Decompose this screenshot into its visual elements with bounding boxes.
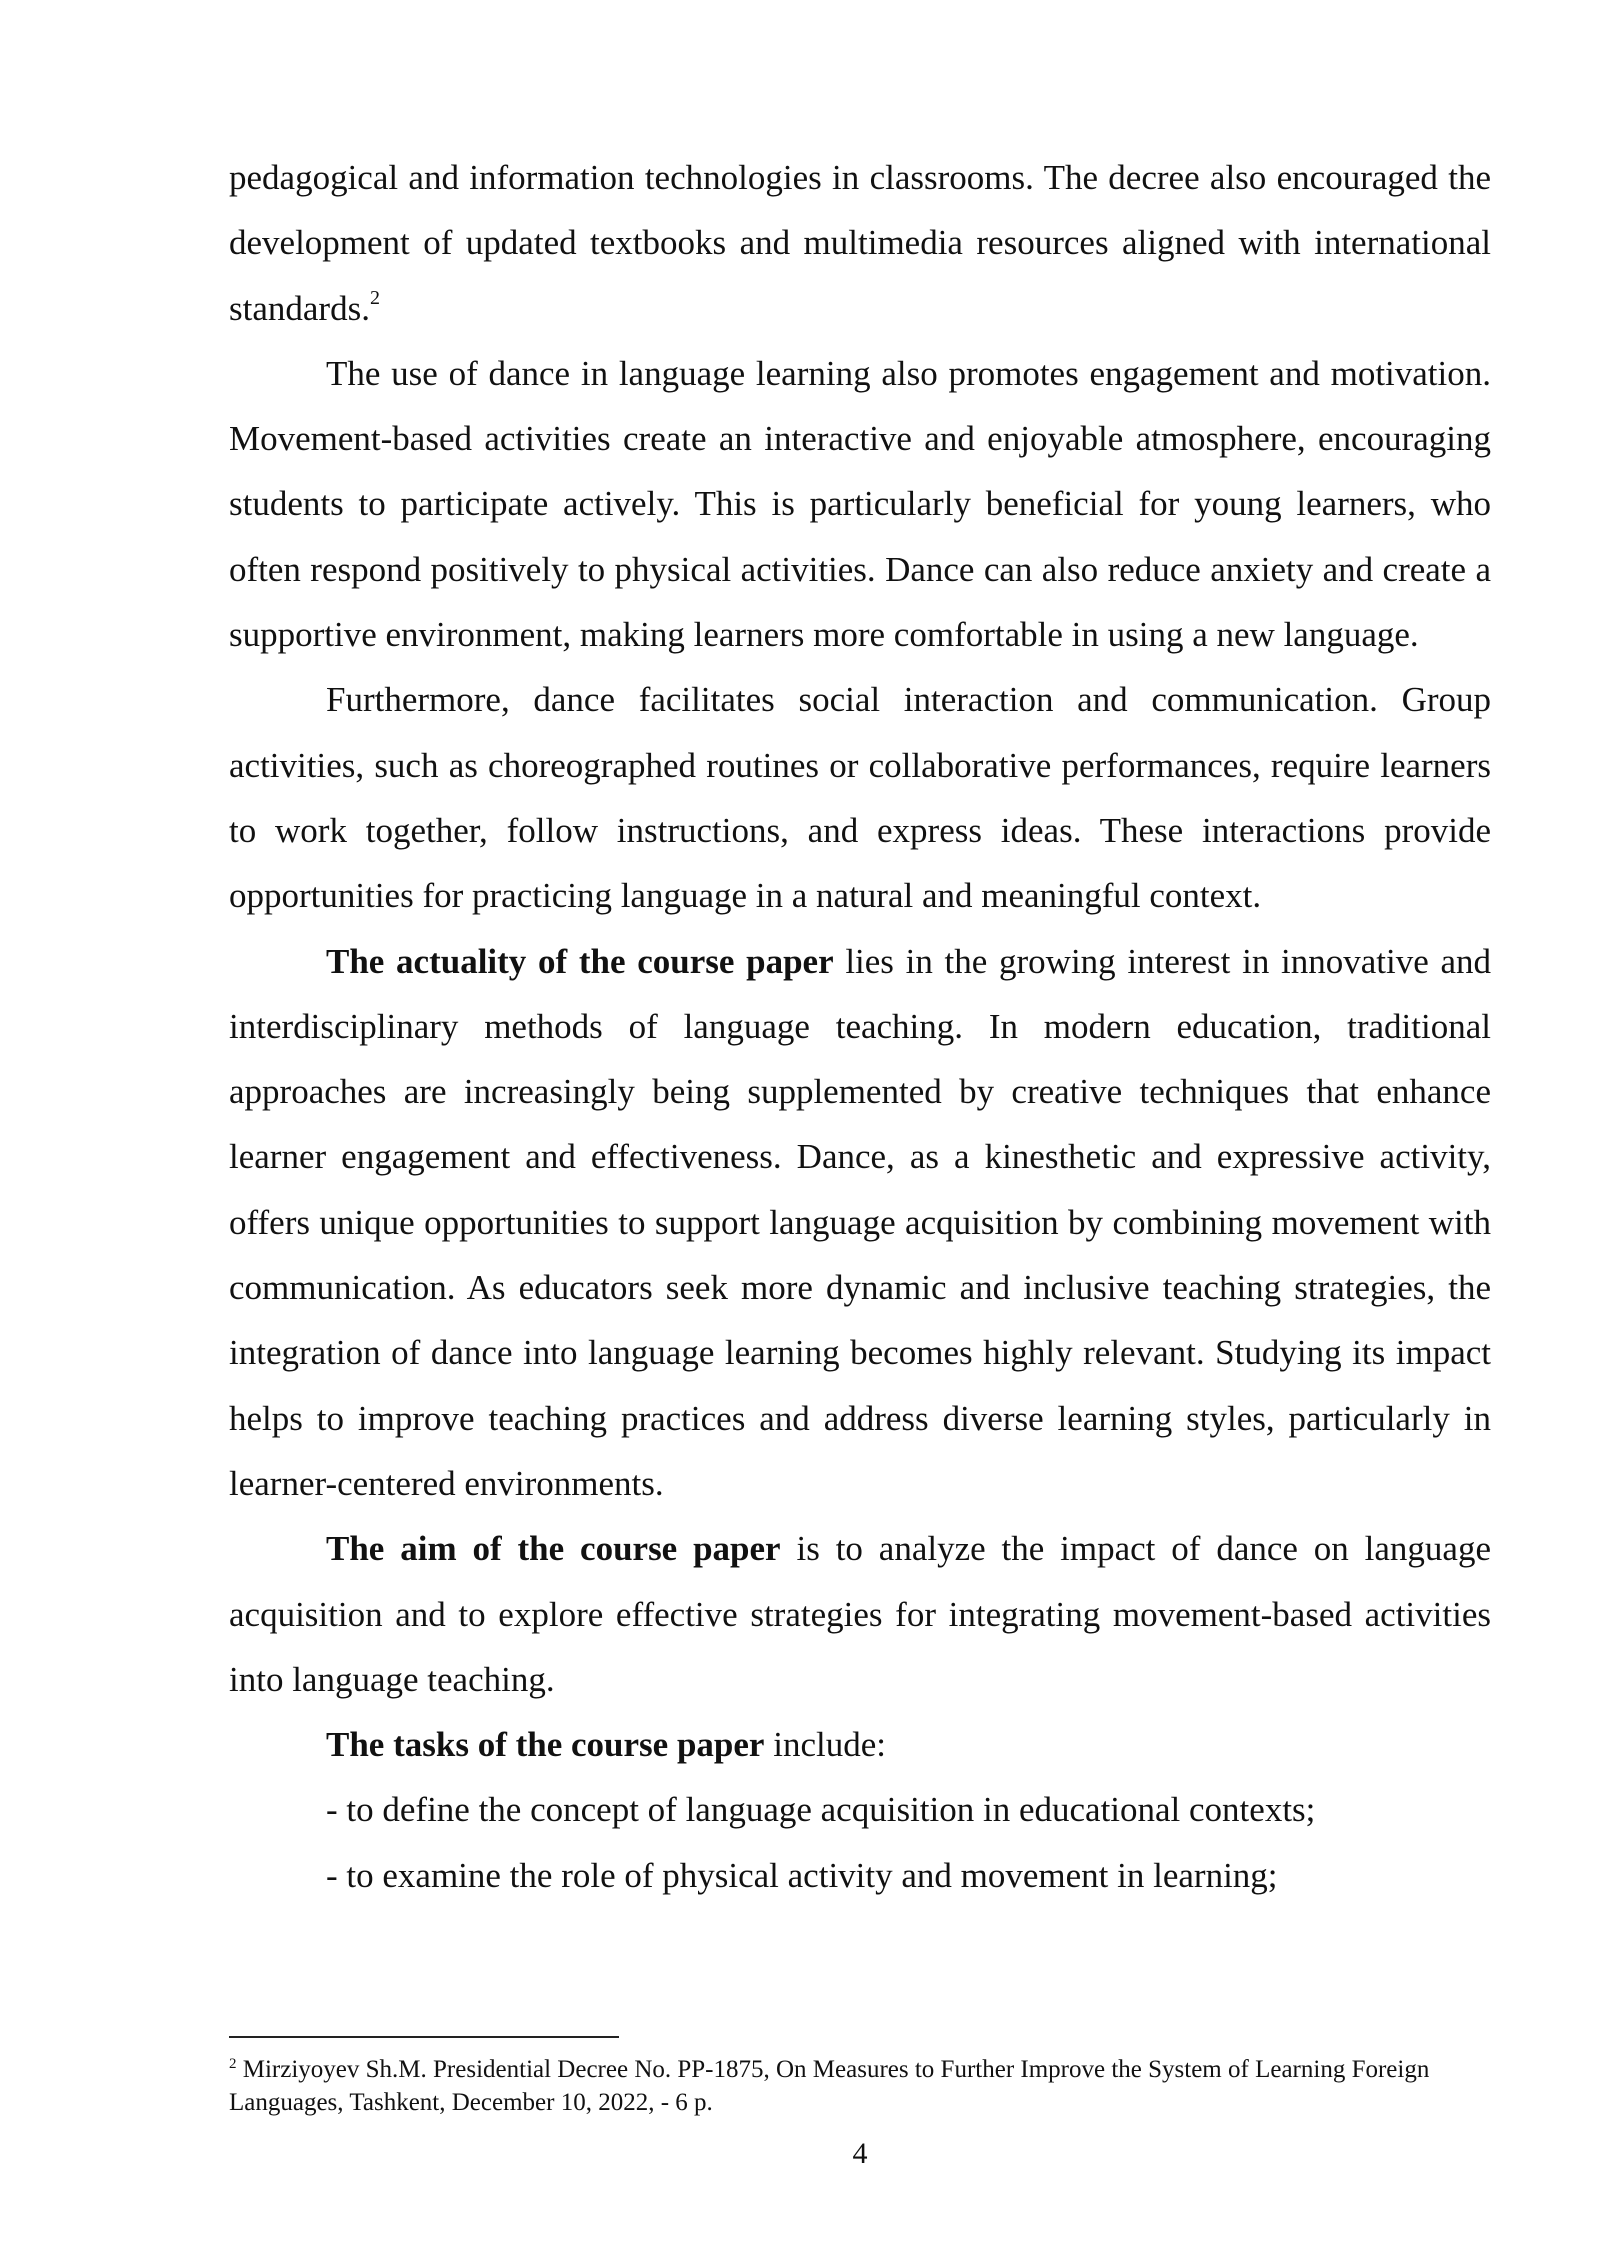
footnote-marker: 2 [229, 2056, 237, 2072]
task-list-item: - to define the concept of language acquisition in educational contexts; [326, 1790, 1316, 1830]
aim-text: is to analyze the impact of dance on language acquisition and to explore effective strategies for integrating movement-based activities into language teaching. [229, 1529, 1491, 1699]
paragraph-decree-continuation [229, 145, 1491, 341]
paragraph-aim [229, 1516, 1491, 1712]
body-text [229, 145, 1491, 1908]
footnote-separator [229, 2036, 619, 2038]
paragraph-tasks [229, 1712, 1491, 1777]
actuality-text: lies in the growing interest in innovative and interdisciplinary methods of language teaching. In modern education, traditional approaches are increasingly being supplemented by creative techniques that enhance learner engagement and effectiveness. Dance, as a kinesthetic and expressive activity, offers unique opportunities to support language acquisition by combining movement with communication. As educators seek more dynamic and inclusive teaching strategies, the integration of dance into language learning becomes highly relevant. Studying its impact helps to improve teaching practices and address diverse learning styles, particularly in learner-centered environments. [229, 941, 1492, 1503]
tasks-text: include: [764, 1725, 886, 1765]
aim-heading: The aim of the course paper [326, 1529, 781, 1569]
task-list-item: - to examine the role of physical activity and movement in learning; [326, 1855, 1278, 1895]
page-number: 4 [852, 2137, 868, 2170]
paragraph-text: pedagogical and information technologies in classrooms. The decree also encouraged the development of updated textbooks and multimedia resources aligned with international standards. [229, 158, 1491, 328]
paragraph-engagement: The use of dance in language learning also promotes engagement and motivation. Movement-based activities create an interactive and enjoyable atmosphere, encouraging students to participate actively. This is particularly beneficial for young learners, who often respond positively to physical activities. Dance can also reduce anxiety and create a supportive environment, making learners more comfortable in using a new language. [229, 353, 1491, 655]
tasks-heading: The tasks of the course paper [326, 1725, 765, 1765]
footnote-reference: 2 [369, 286, 380, 309]
footnote-text: Mirziyoyev Sh.M. Presidential Decree No. PP-1875, On Measures to Further Improve the System of Learning Foreign Languages, Tashkent, December 10, 2022, - 6 p. [229, 2056, 1430, 2116]
actuality-heading: The actuality of the course paper [326, 941, 834, 981]
footnote [229, 2053, 1491, 2119]
paragraph-social-interaction: Furthermore, dance facilitates social interaction and communication. Group activities, such as choreographed routines or collaborative performances, require learners to work together, follow instructions, and express ideas. These interactions provide opportunities for practicing language in a natural and meaningful context. [229, 680, 1491, 916]
paragraph-actuality [229, 929, 1491, 1517]
